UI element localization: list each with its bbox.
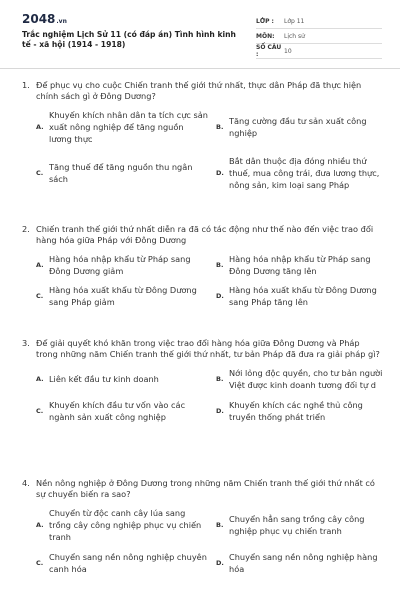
option-d[interactable]: [216, 284, 388, 308]
option-c[interactable]: [36, 551, 208, 575]
option-letter: D.: [216, 169, 224, 177]
answer-options: [36, 253, 382, 308]
option-d[interactable]: [216, 399, 388, 423]
option-text: Hàng hóa nhập khẩu từ Pháp sang Đông Dương tăng lên: [229, 254, 371, 276]
meta-count-value: 10: [284, 47, 292, 55]
question-header: [22, 338, 382, 360]
question-text: Để phục vụ cho cuộc Chiến tranh thế giới thứ nhất, thực dân Pháp đã thực hiện chính sách gì ở Đông Dương?: [36, 80, 362, 101]
option-d[interactable]: [216, 155, 388, 191]
meta-count: [256, 44, 382, 59]
meta-grade-value: Lớp 11: [284, 17, 305, 25]
option-text: Khuyến khích các nghề thủ công truyền thống phát triển: [229, 400, 363, 422]
option-text: Chuyển hẳn sang trồng cây công nghiệp phục vụ chiến tranh: [229, 514, 365, 536]
option-text: Khuyến khích đầu tư vốn vào các ngành sản xuất công nghiệp: [49, 400, 186, 422]
question-number: 1.: [22, 80, 30, 90]
question-list: [22, 80, 382, 598]
option-b[interactable]: [216, 109, 388, 145]
option-letter: A.: [36, 375, 44, 383]
page-header: [22, 12, 382, 64]
question-number: 4.: [22, 478, 30, 488]
option-c[interactable]: [36, 399, 208, 423]
option-letter: D.: [216, 292, 224, 300]
option-letter: B.: [216, 123, 224, 131]
meta-subject-value: Lịch sử: [284, 32, 305, 40]
answer-options: [36, 367, 382, 423]
question-1: [22, 80, 382, 224]
option-text: Chuyển sang nền nông nghiệp hàng hóa: [229, 552, 378, 574]
option-text: Tăng cường đầu tư sản xuất công nghiệp: [229, 116, 367, 138]
option-b[interactable]: [216, 367, 388, 391]
question-3: [22, 338, 382, 478]
option-text: Khuyến khích nhân dân ta tích cực sản xuất nông nghiệp để tăng nguồn lương thực: [49, 110, 208, 144]
meta-subject: [256, 29, 382, 44]
option-b[interactable]: [216, 507, 388, 543]
option-a[interactable]: [36, 367, 208, 391]
option-letter: B.: [216, 375, 224, 383]
option-c[interactable]: [36, 284, 208, 308]
option-letter: A.: [36, 123, 44, 131]
answer-options: [36, 507, 382, 575]
logo-text: 2048: [22, 12, 56, 26]
option-letter: C.: [36, 292, 44, 300]
page-title: Trắc nghiệm Lịch Sử 11 (có đáp án) Tình hình kinh tế - xã hội (1914 - 1918): [22, 30, 236, 49]
option-letter: D.: [216, 407, 224, 415]
question-4: [22, 478, 382, 598]
option-text: Hàng hóa xuất khẩu từ Đông Dương sang Pháp giảm: [49, 285, 197, 307]
meta-subject-label: MÔN:: [256, 32, 275, 40]
option-text: Liên kết đầu tư kinh doanh: [49, 374, 159, 384]
option-letter: C.: [36, 169, 44, 177]
question-text: Nền nông nghiệp ở Đông Dương trong những năm Chiến tranh thế giới thứ nhất có sự chuyển biến ra sao?: [36, 478, 375, 499]
option-letter: A.: [36, 261, 44, 269]
option-text: Bắt dân thuộc địa đóng nhiều thứ thuế, mua công trái, đưa lương thực, nông sản, kim loại sang Pháp: [229, 156, 380, 190]
option-text: Nới lỏng độc quyền, cho tư bản người Việt được kinh doanh tương đối tự d: [229, 368, 383, 390]
question-header: [22, 478, 382, 500]
option-b[interactable]: [216, 253, 388, 277]
option-letter: C.: [36, 559, 44, 567]
meta-count-label: SỐ CÂU :: [256, 44, 282, 58]
quiz-meta: [256, 14, 382, 59]
option-text: Chuyển sang nền nông nghiệp chuyên canh hóa: [49, 552, 207, 574]
question-2: [22, 224, 382, 338]
option-a[interactable]: [36, 109, 208, 145]
question-text: Chiến tranh thế giới thứ nhất diễn ra đã có tác động như thế nào đến việc trao đổi hàng hóa giữa Pháp với Đông Dương: [36, 224, 374, 245]
option-letter: B.: [216, 261, 224, 269]
question-header: [22, 80, 382, 102]
option-letter: B.: [216, 521, 224, 529]
logo-suffix: .vn: [56, 18, 67, 25]
site-logo[interactable]: [22, 12, 67, 26]
option-letter: D.: [216, 559, 224, 567]
question-text: Để giải quyết khó khăn trong việc trao đổi hàng hóa giữa Đông Dương và Pháp trong những năm Chiến tranh thế giới thứ nhất, tư bản Pháp đã đưa ra giải pháp gì?: [36, 338, 380, 359]
option-a[interactable]: [36, 507, 208, 543]
meta-grade: [256, 14, 382, 29]
question-number: 2.: [22, 224, 30, 234]
option-text: Tăng thuế để tăng nguồn thu ngân sách: [49, 162, 193, 184]
meta-grade-label: LỚP :: [256, 17, 274, 25]
question-header: [22, 224, 382, 246]
option-text: Chuyển từ độc canh cây lúa sang trồng cây công nghiệp phục vụ chiến tranh: [49, 508, 202, 542]
option-d[interactable]: [216, 551, 388, 575]
option-letter: C.: [36, 407, 44, 415]
option-text: Hàng hóa nhập khẩu từ Pháp sang Đông Dương giảm: [49, 254, 191, 276]
answer-options: [36, 109, 382, 191]
question-number: 3.: [22, 338, 30, 348]
option-a[interactable]: [36, 253, 208, 277]
option-letter: A.: [36, 521, 44, 529]
option-text: Hàng hóa xuất khẩu từ Đông Dương sang Pháp tăng lên: [229, 285, 377, 307]
option-c[interactable]: [36, 155, 208, 191]
header-divider: [0, 68, 400, 69]
